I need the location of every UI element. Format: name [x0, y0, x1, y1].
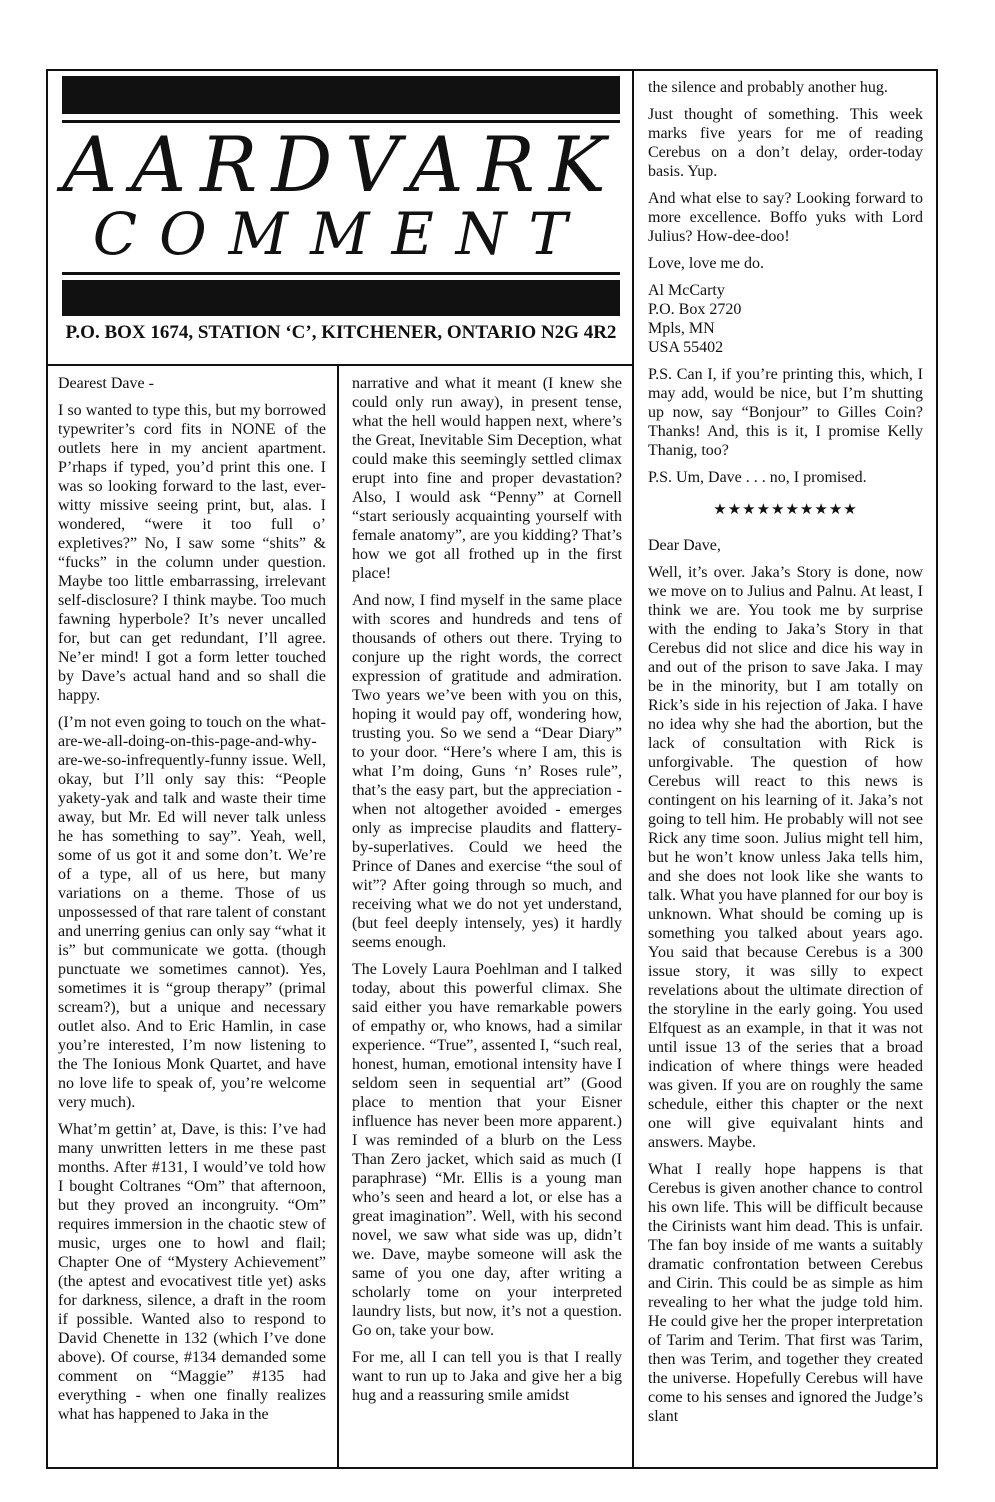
masthead-title-line2: COMMENT: [92, 200, 590, 268]
paragraph: And now, I find myself in the same place with scores and hundreds and tens of thousands of others out there. Trying to conjure up the right words, the correct expression of gratitude and admiration. Two years we’ve been with you on this, hoping it would pay off, wondering how, trusting you. So we send a “Dear Diary” to your door. “Here’s where I am, this is what I’m doing, Guns ‘n’ Roses rule”, that’s the easy part, but the appreciation - when not altogether avoided - emerges only as imprecise plaudits and flattery-by-superlatives. Could we heed the Prince of Danes and exercise “the soul of wit”? After going through so much, and receiving what we do not yet understand, (but feel deeply intensely, yes) it hardly seems enough.: [352, 592, 622, 951]
letter-greeting: Dear Dave,: [648, 537, 721, 554]
masthead-bottom-rule: [62, 272, 620, 275]
paragraph: I so wanted to type this, but my borrowed typewriter’s cord fits in NONE of the outlets here in my ancient apartment. P’rhaps if typed, you’d print this one. I was so looking forward to the last, ever-witty missive seeing print, but, alas. I wondered, “were it too full o’ expletives?” No, I saw some “shits” & “fucks” in the column under question. Maybe too little embarrassing, irrelevant self-disclosure? I think maybe. Too much fawning hyperbole? It’s never uncalled for, but can get redundant, I’ll agree. Ne’er mind! I got a form letter touched by Dave’s actual hand and so shall die happy.: [58, 402, 326, 704]
paragraph: Love, love me do.: [648, 255, 764, 272]
paragraph: What’m gettin’ at, Dave, is this: I’ve had many unwritten letters in me these past months. After #131, I would’ve told how I bought Coltranes “Om” that afternoon, but they proved an incongruity. “Om” requires immersion in the chaotic stew of music, urges one to howl and flail; Chapter One of “Mystery Achievement” (the aptest and evocativest title yet) asks for darkness, silence, a draft in the room if possible. Wanted also to respond to David Chenette in 132 (which I’ve done above). Of course, #134 demanded some comment on “Maggie” #135 had everything - when one finally realizes what has happened to Jaka in the: [58, 1121, 326, 1423]
signature-zip: USA 55402: [648, 339, 724, 356]
column-divider-middle: [337, 366, 339, 1469]
mailing-address: P.O. BOX 1674, STATION ‘C’, KITCHENER, ONTARIO N2G 4R2: [65, 322, 617, 343]
column-divider-right: [632, 69, 634, 1469]
paragraph: What I really hope happens is that Cerebus is given another chance to control his own life. This will be difficult because the Cirinists want him dead. This is unfair. The fan boy inside of me wants a suitably dramatic confrontation between Cerebus and Cirin. This could be as simple as him revealing to her what the judge told him. He could give her the proper interpretation of Tarim and Terim. That first was Tarim, then was Terim, and together they created the universe. Hopefully Cerebus will have come to his senses and ignored the Judge’s slant: [648, 1161, 923, 1425]
letter-greeting: Dearest Dave -: [58, 375, 154, 392]
signature-block: [648, 281, 923, 357]
header-divider: [46, 364, 634, 366]
column-right: [648, 78, 923, 1434]
paragraph: Well, it’s over. Jaka’s Story is done, now we move on to Julius and Palnu. At least, I think we are. You took me by surprise with the ending to Jaka’s Story in that Cerebus did not slice and dice his way in and out of the prison to save Jaka. I may be in the minority, but I am totally on Rick’s side in his rejection of Jaka. I have no idea why she had the abortion, but the lack of consultation with Rick is unforgivable. The question of how Cerebus will react to this news is contingent on his learning of it. Jaka’s not going to tell him. He probably will not see Rick any time soon. Julius might tell him, but he won’t know unless Jaka tells him, and she does not look like she wants to talk. What you have planned for our boy is unknown. What should be coming up is something you talked about years ago. You said that because Cerebus is a 300 issue story, it was silly to expect revelations about the ultimate direction of the storyline in the early going. You used Elfquest as an example, in that it was not until issue 13 of the series that a broad indication of where things were headed was given. If you are on roughly the same schedule, either this chapter or the next one will give equivalant hints and answers. Maybe.: [648, 564, 923, 1151]
paragraph: The Lovely Laura Poehlman and I talked today, about this powerful climax. She said either you have remarkable powers of empathy or, who knows, had a similar experience. “True”, assented I, “such real, honest, human, emotional intensity have I seldom seen in sequential art” (Good place to mention that your Eisner influence has never been more apparent.) I was reminded of a blurb on the Less Than Zero jacket, which said as much (I paraphrase) “Mr. Ellis is a young man who’s seen and heard a lot, or else has a great imagination”. Well, with his second novel, we saw what side was up, didn’t we. Dave, maybe someone will ask the same of you one day, after writing a scholarly tome on your interpreted laundry lists, but now, it’s not a question. Go on, take your bow.: [352, 961, 622, 1339]
postscript: P.S. Um, Dave . . . no, I promised.: [648, 469, 867, 486]
signature-city: Mpls, MN: [648, 320, 715, 337]
paragraph: And what else to say? Looking forward to more excellence. Boffo yuks with Lord Julius? How-dee-doo!: [648, 190, 923, 245]
paragraph: narrative and what it meant (I knew she could only run away), in present tense, what the hell would happen next, where’s the Great, Inevitable Sim Deception, what could make this seemingly settled climax erupt into fine and proper devastation? Also, I would ask “Penny” at Cornell “start seriously acquainting yourself with female anatomy”, are you kidding? That’s how we got all frothed up in the first place!: [352, 375, 622, 582]
paragraph: (I’m not even going to touch on the what-are-we-all-doing-on-this-page-and-why-are-we-so-infrequently-funny issue. Well, okay, but I’ll only say this: “People yakety-yak and talk and waste their time away, but Mr. Ed will never talk unless he has something to say”. Yeah, well, some of us got it and some don’t. We’re of a type, all of us here, but many variations on a theme. Those of us unpossessed of that rare talent of constant and unerring genius can only say “what it is” but communicate we gotta. (though punctuate we sometimes cannot). Yes, sometimes it is “group therapy” (primal scream?), but a unique and necessary outlet also. And to Eric Hamlin, in case you’re interested, I’m now listening to the The Ionious Monk Quartet, and have no love life to speak of, you’re welcome very much).: [58, 714, 326, 1111]
masthead-top-bar: [62, 76, 620, 114]
masthead-bottom-bar: [62, 280, 620, 316]
column-middle: [352, 374, 622, 1413]
paragraph: For me, all I can tell you is that I really want to run up to Jaka and give her a big hug and a reassuring smile amidst: [352, 1349, 622, 1404]
signature-address: P.O. Box 2720: [648, 301, 742, 318]
paragraph: the silence and probably another hug.: [648, 79, 888, 96]
star-divider: ★★★★★★★★★★: [713, 502, 858, 518]
signature-name: Al McCarty: [648, 282, 725, 299]
paragraph: Just thought of something. This week marks five years for me of reading Cerebus on a don’t delay, order-today basis. Yup.: [648, 106, 923, 180]
masthead-title-line1: AARDVARK: [62, 120, 620, 209]
column-left: [58, 374, 326, 1432]
postscript: P.S. Can I, if you’re printing this, which, I may add, would be nice, but I’m shutting up now, say “Bonjour” to Gilles Coin? Thanks! And, this is it, I promise Kelly Thanig, too?: [648, 366, 923, 459]
